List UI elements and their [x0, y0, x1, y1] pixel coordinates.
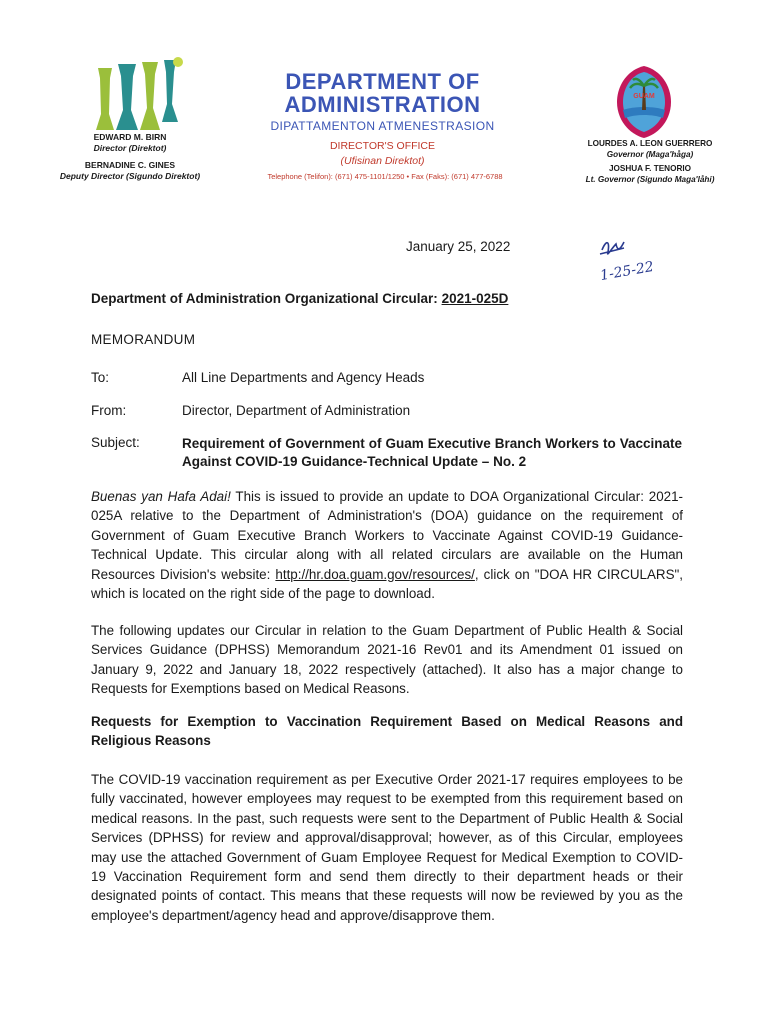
office-name: DIRECTOR'S OFFICE: [329, 140, 436, 152]
from-label: From:: [91, 403, 127, 418]
deputy-director-title: Deputy Director (Sigundo Direktot): [59, 171, 201, 181]
updates-paragraph: The following updates our Circular in relation to the Guam Department of Public Health & Social Services Guidance (DPHSS) Memorandum 2021-16 Rev01 and its Amendment 01 issued on January 9, 2022 and January 18, 2022 respectively (attached). It also has a major change to Requests for Exemptions based on Medical Reasons.: [91, 623, 683, 697]
contact-line: Telephone (Telifon): (671) 475-1101/1250 • Fax (Faks): (671) 477-6788: [267, 172, 503, 181]
memo-date: January 25, 2022: [406, 239, 511, 254]
subject-label: Subject:: [91, 435, 140, 450]
subject-value: Requirement of Government of Guam Executive Branch Workers to Vaccinate Against COVID-19 Guidance-Technical Update – No. 2: [182, 436, 682, 469]
right-officials: [560, 138, 740, 185]
handwritten-date: 1-25-22: [598, 258, 655, 285]
to-value: All Line Departments and Agency Heads: [182, 370, 425, 385]
governor-title: Governor (Maga'håga): [606, 150, 694, 159]
seal-text: GUAM: [633, 93, 655, 100]
deputy-director-name: BERNADINE C. GINES: [84, 160, 176, 170]
left-officials: [30, 132, 230, 182]
department-title-line2: ADMINISTRATION: [284, 92, 481, 117]
hr-website-link[interactable]: http://hr.doa.guam.gov/resources/: [275, 566, 475, 582]
department-title: [255, 70, 510, 116]
handwritten-initials-signature: [594, 236, 664, 286]
circular-title-text: Department of Administration Organizational Circular:: [91, 291, 438, 306]
to-label: To:: [91, 370, 110, 385]
directors-office: [260, 139, 505, 169]
director-title: Director (Direktot): [93, 143, 167, 153]
doa-logo: [92, 52, 188, 132]
exemption-paragraph: The COVID-19 vaccination requirement as per Executive Order 2021-17 requires employees to be fully vaccinated, however employees may request to be exempted from this requirement based on medical reasons. In the past, such requests were sent to the Department of Public Health & Social Services (DPHSS) for review and approval/disapproval; however, as of this Circular, employees may use the attached Government of Guam Employee Request for Medical Exemption to COVID-19 Vaccination Requirement form and send them directly to their department heads or their designated points of contact. This means that these requests will now be reviewed by you as the employee's department/agency head and approve/disapprove them.: [91, 772, 683, 923]
lt-governor-name: JOSHUA F. TENORIO: [608, 164, 692, 173]
office-chamorro-name: (Ufisinan Direktot): [340, 155, 425, 167]
intro-text-a: This is issued to provide an update to DOA Organizational Circular: 2021-025A relative to the Department of Administration's (DOA) guidance on the requirement of Government of Guam Executive Branch Workers to Vaccinate Against COVID-19 Guidance-Technical Update. This circular along with all related circulars are available on the Human Resources Division's website:: [91, 489, 684, 582]
department-chamorro-name: DIPATTAMENTON ATMENESTRASION: [270, 119, 495, 133]
guam-seal: [613, 64, 675, 140]
intro-text-b: , click on "DOA HR CIRCULARS", which is located on the right side of the page to download.: [91, 566, 684, 602]
governor-name: LOURDES A. LEON GUERRERO: [587, 139, 713, 148]
circular-number: 2021-025D: [441, 291, 509, 306]
circular-title: [91, 291, 508, 306]
section-heading: Requests for Exemption to Vaccination Requirement Based on Medical Reasons and Religious Reasons: [91, 714, 683, 749]
director-name: EDWARD M. BIRN: [93, 132, 167, 142]
from-value: Director, Department of Administration: [182, 403, 411, 418]
memorandum-heading: MEMORANDUM: [91, 332, 196, 347]
intro-paragraph: [91, 487, 683, 603]
department-title-line1: DEPARTMENT OF: [285, 69, 480, 94]
lt-governor-title: Lt. Governor (Sigundo Maga'låhi): [585, 175, 715, 184]
greeting: Buenas yan Hafa Adai!: [91, 489, 231, 504]
